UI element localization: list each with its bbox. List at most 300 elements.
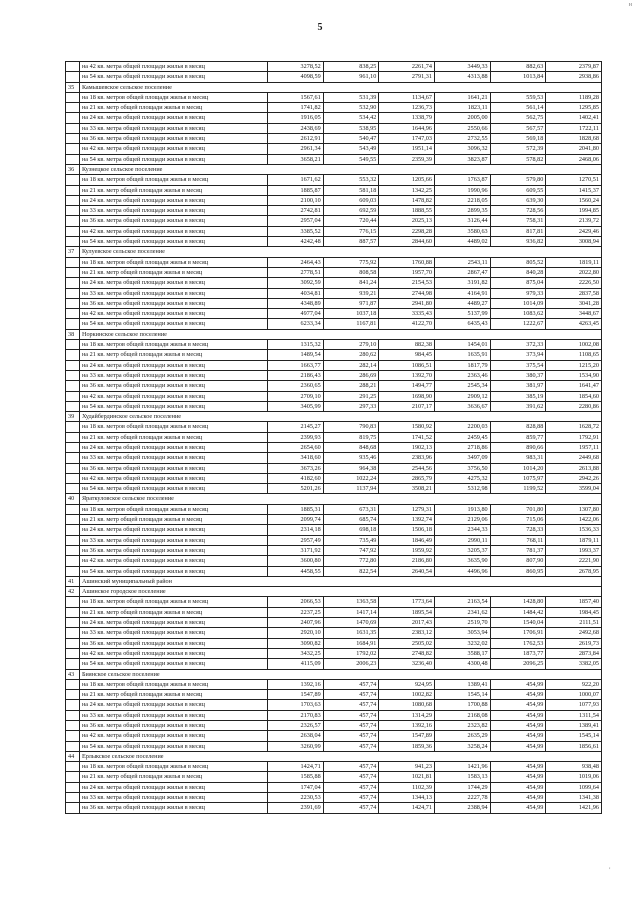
row-label: на 54 кв. метра общей площади жилья в месяц [80,659,268,669]
table-row [66,195,602,205]
table-row [66,267,602,277]
table-row [66,463,602,473]
table-row [66,350,602,360]
value-cell: 391,62 [490,401,546,411]
row-number-cell [66,278,80,288]
value-cell: 2654,60 [268,442,324,452]
row-label: на 36 кв. метра общей площади жилья в месяц [80,216,268,226]
row-label: на 42 кв. метра общей площади жилья в месяц [80,556,268,566]
value-cell: 1957,70 [379,267,435,277]
value-cell: 2326,57 [268,721,324,731]
table-row [66,298,602,308]
value-cell: 1102,39 [379,782,435,792]
value-cell: 1002,82 [379,690,435,700]
row-label: на 24 кв. метра общей площади жилья в месяц [80,113,268,123]
row-label: на 21 кв. метр общей площади жилья в месяц [80,607,268,617]
value-cell: 2391,69 [268,803,324,813]
table-row [66,597,602,607]
value-cell: 728,56 [490,206,546,216]
value-cell: 549,55 [323,154,379,164]
table-row [66,144,602,154]
value-cell: 2543,11 [434,257,490,267]
value-cell: 4489,27 [434,298,490,308]
row-number-cell [66,700,80,710]
value-cell: 1489,54 [268,350,324,360]
row-number-cell [66,556,80,566]
value-cell: 3508,21 [379,484,435,494]
table-row [66,134,602,144]
value-cell: 2844,60 [379,237,435,247]
table-row [66,278,602,288]
section-row [66,329,602,339]
value-cell: 1545,14 [434,690,490,700]
row-label: на 24 кв. метра общей площади жилья в месяц [80,525,268,535]
section-row [66,669,602,679]
table-row [66,659,602,669]
value-cell: 1421,96 [434,762,490,772]
value-cell: 3090,82 [268,638,324,648]
value-cell: 2314,18 [268,525,324,535]
row-number-cell [66,721,80,731]
value-cell: 715,06 [490,515,546,525]
value-cell: 2920,10 [268,628,324,638]
value-cell: 3497,09 [434,453,490,463]
value-cell: 1957,11 [546,442,602,452]
section-row [66,751,602,761]
row-number-cell [66,772,80,782]
row-label: на 54 кв. метра общей площади жилья в месяц [80,484,268,494]
value-cell: 457,74 [323,762,379,772]
value-cell: 961,10 [323,72,379,82]
value-cell: 1722,11 [546,123,602,133]
table-row [66,679,602,689]
table-row [66,175,602,185]
value-cell: 297,33 [323,401,379,411]
value-cell: 457,74 [323,679,379,689]
value-cell: 1222,67 [490,319,546,329]
value-cell: 2226,50 [546,278,602,288]
row-number-cell [66,690,80,700]
value-cell: 2139,72 [546,216,602,226]
value-cell: 1902,13 [379,442,435,452]
value-cell: 1879,11 [546,535,602,545]
value-cell: 1392,16 [268,679,324,689]
row-label: на 54 кв. метра общей площади жилья в месяц [80,72,268,82]
value-cell: 2383,96 [379,453,435,463]
section-row [66,587,602,597]
value-cell: 1021,81 [379,772,435,782]
value-cell: 1984,45 [546,607,602,617]
value-cell: 1205,66 [379,175,435,185]
row-label: на 54 кв. метра общей площади жилья в месяц [80,401,268,411]
row-number-cell [66,175,80,185]
row-number-cell [66,566,80,576]
row-number-cell [66,350,80,360]
row-label: на 21 кв. метр общей площади жилья в месяц [80,432,268,442]
row-label: на 18 кв. метров общей площади жилья в месяц [80,175,268,185]
row-number-cell [66,195,80,205]
value-cell: 1671,62 [268,175,324,185]
value-cell: 775,92 [323,257,379,267]
value-cell: 5201,26 [268,484,324,494]
value-cell: 1392,16 [379,721,435,731]
row-number-cell [66,62,80,72]
value-cell: 4496,96 [434,566,490,576]
value-cell: 1002,08 [546,340,602,350]
value-cell: 2942,26 [546,473,602,483]
value-cell: 2990,11 [434,535,490,545]
value-cell: 457,74 [323,731,379,741]
row-number-cell [66,206,80,216]
value-cell: 1199,52 [490,484,546,494]
value-cell: 1484,42 [490,607,546,617]
value-cell: 2744,98 [379,288,435,298]
value-cell: 3580,63 [434,226,490,236]
value-cell: 2709,10 [268,391,324,401]
row-number-cell [66,782,80,792]
value-cell: 1494,77 [379,381,435,391]
section-number: 43 [66,669,80,679]
value-cell: 2066,53 [268,597,324,607]
value-cell: 2837,58 [546,288,602,298]
value-cell: 887,57 [323,237,379,247]
row-number-cell [66,793,80,803]
row-number-cell [66,731,80,741]
value-cell: 1684,91 [323,638,379,648]
value-cell: 2218,05 [434,195,490,205]
value-cell: 2438,69 [268,123,324,133]
value-cell: 3405,99 [268,401,324,411]
value-cell: 2961,34 [268,144,324,154]
value-cell: 286,69 [323,370,379,380]
value-cell: 3432,25 [268,648,324,658]
row-number-cell [66,762,80,772]
row-number-cell [66,442,80,452]
value-cell: 1315,32 [268,340,324,350]
row-label: на 18 кв. метров общей площади жилья в месяц [80,92,268,102]
table-row [66,62,602,72]
value-cell: 538,95 [323,123,379,133]
value-cell: 454,99 [490,793,546,803]
row-number-cell [66,401,80,411]
value-cell: 2025,13 [379,216,435,226]
value-cell: 2619,73 [546,638,602,648]
value-cell: 4034,81 [268,288,324,298]
tariff-table-container [65,61,601,814]
section-title: Яраткуловское сельское поселение [80,494,602,504]
value-cell: 4300,48 [434,659,490,669]
value-cell: 1823,11 [434,103,490,113]
row-label: на 24 кв. метра общей площади жилья в месяц [80,782,268,792]
section-number: 36 [66,164,80,174]
value-cell: 2550,66 [434,123,490,133]
table-row [66,340,602,350]
section-title: Ерлыкское сельское поселение [80,751,602,761]
bottom-mark: , [609,864,611,870]
table-row [66,535,602,545]
value-cell: 1873,77 [490,648,546,658]
value-cell: 543,49 [323,144,379,154]
row-number-cell [66,123,80,133]
value-cell: 776,15 [323,226,379,236]
value-cell: 3335,43 [379,309,435,319]
value-cell: 372,33 [490,340,546,350]
value-cell: 3126,44 [434,216,490,226]
value-cell: 4115,09 [268,659,324,669]
value-cell: 380,37 [490,370,546,380]
value-cell: 941,23 [379,762,435,772]
value-cell: 840,28 [490,267,546,277]
value-cell: 2005,00 [434,113,490,123]
table-row [66,545,602,555]
row-label: на 54 кв. метра общей площади жилья в месяц [80,741,268,751]
section-title: Ашинский муниципальный район [80,576,602,586]
row-number-cell [66,659,80,669]
value-cell: 609,03 [323,195,379,205]
value-cell: 822,54 [323,566,379,576]
row-label: на 33 кв. метра общей площади жилья в месяц [80,453,268,463]
value-cell: 6435,43 [434,319,490,329]
value-cell: 3823,87 [434,154,490,164]
value-cell: 1635,91 [434,350,490,360]
value-cell: 2107,17 [379,401,435,411]
value-cell: 1698,90 [379,391,435,401]
value-cell: 720,44 [323,216,379,226]
value-cell: 454,99 [490,700,546,710]
row-label: на 18 кв. метров общей площади жилья в месяц [80,504,268,514]
row-number-cell [66,319,80,329]
value-cell: 768,11 [490,535,546,545]
value-cell: 1663,77 [268,360,324,370]
value-cell: 924,95 [379,679,435,689]
table-row [66,453,602,463]
section-number: 44 [66,751,80,761]
value-cell: 1086,51 [379,360,435,370]
row-number-cell [66,72,80,82]
row-label: на 24 кв. метра общей площади жилья в месяц [80,700,268,710]
page-number: 5 [317,22,323,33]
value-cell: 2718,86 [434,442,490,452]
value-cell: 2145,27 [268,422,324,432]
table-row [66,154,602,164]
section-title: Камышевское сельское поселение [80,82,602,92]
value-cell: 2017,43 [379,618,435,628]
table-row [66,237,602,247]
row-number-cell [66,144,80,154]
value-cell: 288,21 [323,381,379,391]
value-cell: 3053,94 [434,628,490,638]
value-cell: 2360,65 [268,381,324,391]
value-cell: 1422,06 [546,515,602,525]
value-cell: 559,53 [490,92,546,102]
table-row [66,556,602,566]
value-cell: 579,80 [490,175,546,185]
value-cell: 457,74 [323,772,379,782]
row-number-cell [66,340,80,350]
value-cell: 3236,40 [379,659,435,669]
value-cell: 3635,90 [434,556,490,566]
section-row [66,494,602,504]
section-number: 42 [66,587,80,597]
row-number-cell [66,226,80,236]
value-cell: 1022,24 [323,473,379,483]
table-row [66,422,602,432]
value-cell: 2957,04 [268,216,324,226]
value-cell: 936,82 [490,237,546,247]
value-cell: 2388,94 [434,803,490,813]
value-cell: 385,19 [490,391,546,401]
value-cell: 2129,06 [434,515,490,525]
value-cell: 3191,82 [434,278,490,288]
row-label: на 42 кв. метра общей площади жилья в месяц [80,309,268,319]
row-number-cell [66,237,80,247]
value-cell: 1392,70 [379,370,435,380]
value-cell: 1641,21 [434,92,490,102]
row-number-cell [66,710,80,720]
row-label: на 33 кв. метра общей площади жилья в месяц [80,123,268,133]
row-number-cell [66,288,80,298]
value-cell: 4242,48 [268,237,324,247]
value-cell: 2865,79 [379,473,435,483]
section-row [66,247,602,257]
value-cell: 882,63 [490,62,546,72]
row-label: на 24 кв. метра общей площади жилья в месяц [80,360,268,370]
value-cell: 4313,88 [434,72,490,82]
value-cell: 1916,05 [268,113,324,123]
value-cell: 1470,69 [323,618,379,628]
value-cell: 860,95 [490,566,546,576]
row-label: на 18 кв. метров общей площади жилья в месяц [80,597,268,607]
row-label: на 18 кв. метров общей площади жилья в месяц [80,762,268,772]
value-cell: 1344,13 [379,793,435,803]
value-cell: 2099,74 [268,515,324,525]
table-row [66,123,602,133]
value-cell: 1990,96 [434,185,490,195]
value-cell: 1747,03 [379,134,435,144]
value-cell: 1993,37 [546,545,602,555]
value-cell: 1083,62 [490,309,546,319]
value-cell: 2154,53 [379,278,435,288]
table-row [66,370,602,380]
row-label: на 33 кв. метра общей площади жилья в месяц [80,535,268,545]
table-row [66,484,602,494]
value-cell: 1137,94 [323,484,379,494]
row-label: на 24 кв. метра общей площади жилья в месяц [80,278,268,288]
value-cell: 1000,07 [546,690,602,700]
value-cell: 817,81 [490,226,546,236]
row-label: на 21 кв. метр общей площади жилья в месяц [80,515,268,525]
row-label: на 33 кв. метра общей площади жилья в месяц [80,288,268,298]
value-cell: 2544,56 [379,463,435,473]
value-cell: 3588,17 [434,648,490,658]
value-cell: 3658,21 [268,154,324,164]
row-label: на 42 кв. метра общей площади жилья в месяц [80,391,268,401]
row-number-cell [66,432,80,442]
value-cell: 2957,49 [268,535,324,545]
row-number-cell [66,298,80,308]
value-cell: 2022,80 [546,267,602,277]
value-cell: 1417,14 [323,607,379,617]
row-label: на 36 кв. метра общей площади жилья в месяц [80,803,268,813]
row-number-cell [66,360,80,370]
row-number-cell [66,525,80,535]
row-label: на 24 кв. метра общей площади жилья в месяц [80,195,268,205]
value-cell: 2449,68 [546,453,602,463]
row-number-cell [66,473,80,483]
value-cell: 692,59 [323,206,379,216]
value-cell: 772,80 [323,556,379,566]
table-row [66,762,602,772]
value-cell: 890,66 [490,442,546,452]
table-row [66,226,602,236]
value-cell: 373,94 [490,350,546,360]
value-cell: 3205,37 [434,545,490,555]
value-cell: 971,87 [323,298,379,308]
value-cell: 2359,39 [379,154,435,164]
value-cell: 838,25 [323,62,379,72]
value-cell: 2261,74 [379,62,435,72]
value-cell: 1856,61 [546,741,602,751]
value-cell: 1741,52 [379,432,435,442]
value-cell: 2778,51 [268,267,324,277]
value-cell: 1014,20 [490,463,546,473]
row-number-cell [66,484,80,494]
row-label: на 21 кв. метр общей площади жилья в месяц [80,103,268,113]
table-row [66,72,602,82]
value-cell: 4977,04 [268,309,324,319]
section-row [66,82,602,92]
value-cell: 2459,45 [434,432,490,442]
value-cell: 569,18 [490,134,546,144]
table-row [66,103,602,113]
row-label: на 18 кв. метров общей площади жилья в месяц [80,340,268,350]
value-cell: 2429,46 [546,226,602,236]
value-cell: 808,58 [323,267,379,277]
value-cell: 3260,99 [268,741,324,751]
value-cell: 639,30 [490,195,546,205]
tariff-table [65,61,602,814]
value-cell: 1506,18 [379,525,435,535]
row-number-cell [66,185,80,195]
table-row [66,309,602,319]
section-title: Кузнецкое сельское поселение [80,164,602,174]
table-row [66,731,602,741]
value-cell: 2168,08 [434,710,490,720]
row-number-cell [66,381,80,391]
value-cell: 1792,02 [323,648,379,658]
value-cell: 2407,96 [268,618,324,628]
row-label: на 54 кв. метра общей площади жилья в месяц [80,319,268,329]
row-label: на 36 кв. метра общей площади жилья в месяц [80,638,268,648]
value-cell: 984,45 [379,350,435,360]
table-row [66,700,602,710]
row-label: на 36 кв. метра общей площади жилья в месяц [80,463,268,473]
row-number-cell [66,638,80,648]
value-cell: 2383,12 [379,628,435,638]
value-cell: 572,39 [490,144,546,154]
value-cell: 1540,04 [490,618,546,628]
value-cell: 540,47 [323,134,379,144]
table-row [66,206,602,216]
value-cell: 1215,20 [546,360,602,370]
value-cell: 1279,31 [379,504,435,514]
row-number-cell [66,391,80,401]
row-label: на 24 кв. метра общей площади жилья в месяц [80,618,268,628]
value-cell: 758,31 [490,216,546,226]
value-cell: 807,90 [490,556,546,566]
value-cell: 454,99 [490,772,546,782]
row-label: на 54 кв. метра общей площади жилья в месяц [80,237,268,247]
